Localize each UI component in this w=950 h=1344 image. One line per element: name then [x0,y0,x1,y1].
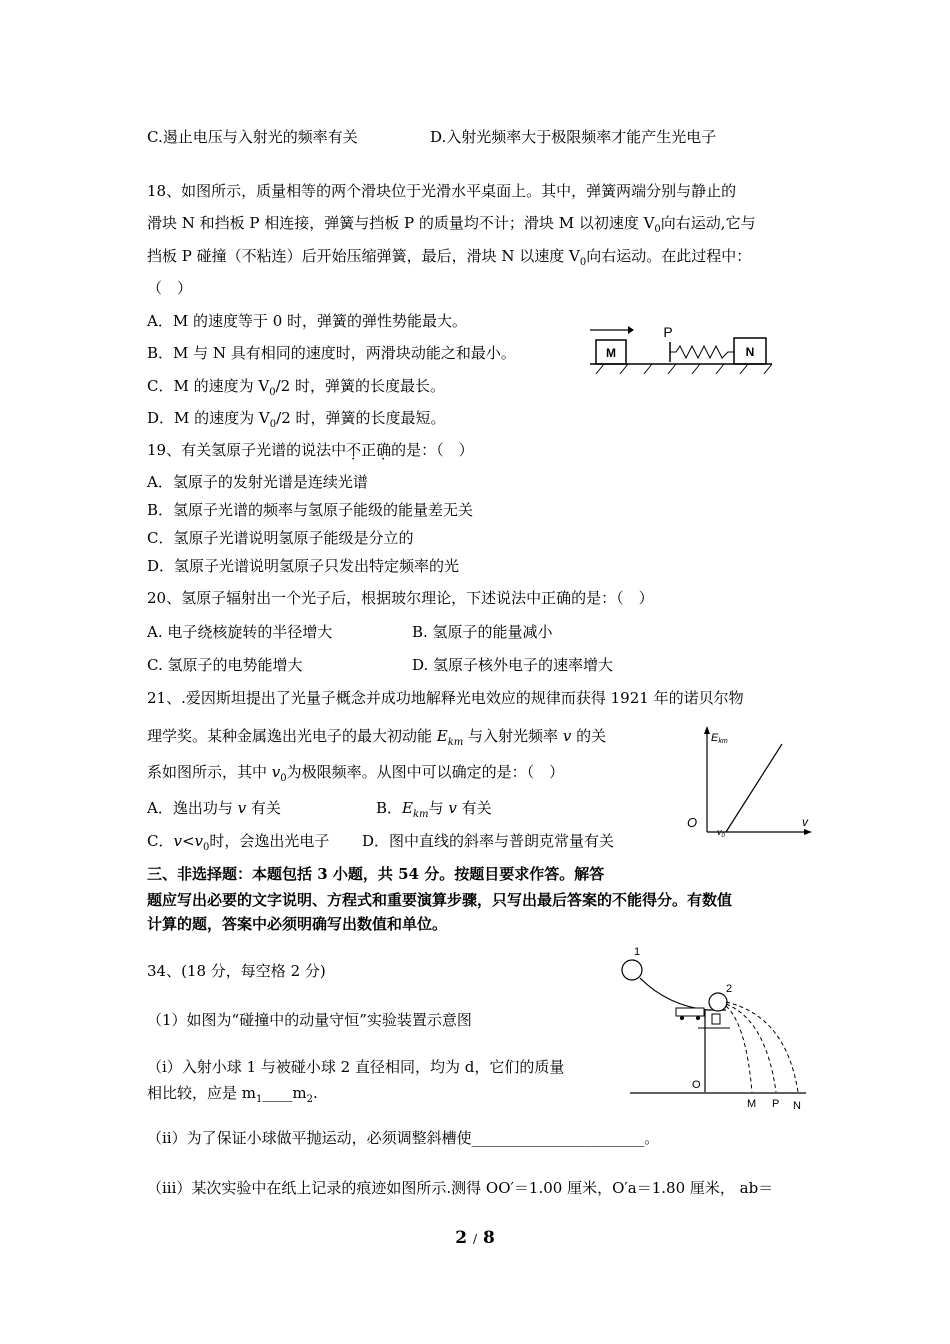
q20-option-c: C. 氢原子的电势能增大 [147,656,303,674]
trajectory-m [726,1006,752,1092]
q21-stem-line2: 理学奖。某种金属逸出光电子的最大初动能 $E_{km}$ 与入射光频率 v 的关 [147,727,607,748]
q34-i-line2: 相比较，应是 $m_1\_\_\_\_m_2$. [147,1084,318,1105]
block-m-label: M [606,346,616,360]
q21-stem-line1: 21、.爱因斯坦提出了光量子概念并成功地解释光电效应的规律而获得 1921 年的诺贝尔物 [147,689,744,707]
q19-option-d: D．氢原子光谱说明氢原子只发出特定频率的光 [147,557,460,575]
q21-option-b: B．$E_{km}$与 v 有关 [376,799,492,820]
q18-option-d: D．M 的速度为 $V_0/2$ 时，弹簧的长度最短。 [147,409,446,430]
q18-paren: （ ） [147,279,193,297]
q18-option-a: A．M 的速度等于 0 时，弹簧的弹性势能最大。 [147,312,468,330]
rail-block [676,1008,704,1016]
ball-2-label: 2 [726,983,733,995]
q34-apparatus-diagram [628,944,810,1116]
q20-stem: 20、氢原子辐射出一个光子后，根据玻尔理论，下述说法中正确的是：（ ） [147,589,654,607]
ball-stand [712,1014,720,1024]
q19-option-a: A．氢原子的发射光谱是连续光谱 [147,473,368,491]
page-number: 2 / 8 [455,1228,495,1248]
ball-1-label: 1 [634,946,641,958]
x-axis-label: v [802,815,808,829]
mark-p-label: P [772,1098,780,1110]
q19-option-c: C．氢原子光谱说明氢原子能级是分立的 [147,529,414,547]
ekm-line [726,744,782,832]
q21-ekm-graph [682,724,814,844]
y-axis-arrow [704,726,710,734]
q18-option-c: C．M 的速度为 $V_0/2$ 时，弹簧的长度最长。 [147,377,445,398]
q19-option-b: B．氢原子光谱的频率与氢原子能级的能量差无关 [147,501,474,519]
mark-m-label: M [747,1098,757,1110]
q20-option-a: A. 电子绕核旋转的半径增大 [147,623,333,641]
q34-part1: （1）如图为“碰撞中的动量守恒”实验装置示意图 [147,1011,472,1029]
spring [670,346,734,358]
origin-label: O [687,815,698,830]
x-axis-arrow [804,829,812,835]
q20-option-b: B. 氢原子的能量减小 [412,623,553,641]
q34-header: 34、(18 分，每空格 2 分) [147,962,326,980]
q17-option-c: C.遏止电压与入射光的频率有关 [147,128,358,146]
q21-option-d: D．图中直线的斜率与普朗克常量有关 [362,832,615,850]
y-axis-label: Ekm [711,732,728,745]
rail-wheel [696,1016,700,1020]
plate-p-label: P [663,324,673,340]
ball-1 [622,960,642,980]
q17-option-d: D.入射光频率大于极限频率才能产生光电子 [430,128,717,146]
q34-ii: （ii）为了保证小球做平抛运动，必须调整斜槽使_______________________。 [147,1129,660,1147]
q18-stem-line3: 挡板 P 碰撞（不粘连）后开始压缩弹簧，最后，滑块 N 以速度 $V_0$向右运动。在此过程中： [147,247,752,268]
section3-line1: 三、非选择题：本题包括 3 小题，共 54 分。按题目要求作答。解答 [147,865,605,883]
q19-stem: 19、有关氢原子光谱的说法中不正确的是：（ ） [147,441,474,459]
trajectory-n [726,1002,798,1092]
q34-i-line1: （i）入射小球 1 与被碰小球 2 直径相同，均为 d，它们的质量 [147,1058,565,1076]
ball-2 [709,993,727,1011]
q18-option-b: B．M 与 N 具有相同的速度时，两滑块动能之和最小。 [147,344,516,362]
q18-stem-line1: 18、如图所示，质量相等的两个滑块位于光滑水平桌面上。其中，弹簧两端分别与静止的 [147,182,737,200]
q21-option-c: C．$v<v_0$时，会逸出光电子 [147,832,330,853]
q18-stem-line2: 滑块 N 和挡板 P 相连接，弹簧与挡板 P 的质量均不计；滑块 M 以初速度 $V_0$向右运动,它与 [147,214,756,235]
q18-spring-diagram [588,318,788,378]
v0-label: $v_0$ [717,827,725,839]
section3-line3: 计算的题，答案中必须明确写出数值和单位。 [147,915,448,933]
section3-line2: 题应写出必要的文字说明、方程式和重要演算步骤，只写出最后答案的不能得分。有数值 [147,891,733,909]
rail-wheel [680,1016,684,1020]
origin-o-label: O [692,1079,701,1091]
q34-iii: （iii）某次实验中在纸上记录的痕迹如图所示.测得 OO′＝1.00 厘米，O′a＝1.80 厘米， ab＝ [147,1179,774,1197]
q21-stem-line3: 系如图所示，其中 $v_0$为极限频率。从图中可以确定的是：（ ） [147,763,565,784]
mark-n-label: N [793,1100,801,1112]
block-n-label: N [745,345,755,359]
velocity-arrow-head [628,326,634,334]
q20-option-d: D. 氢原子核外电子的速率增大 [412,656,614,674]
ground-hatching [596,364,772,374]
q21-option-a: A．逸出功与 v 有关 [147,799,281,817]
